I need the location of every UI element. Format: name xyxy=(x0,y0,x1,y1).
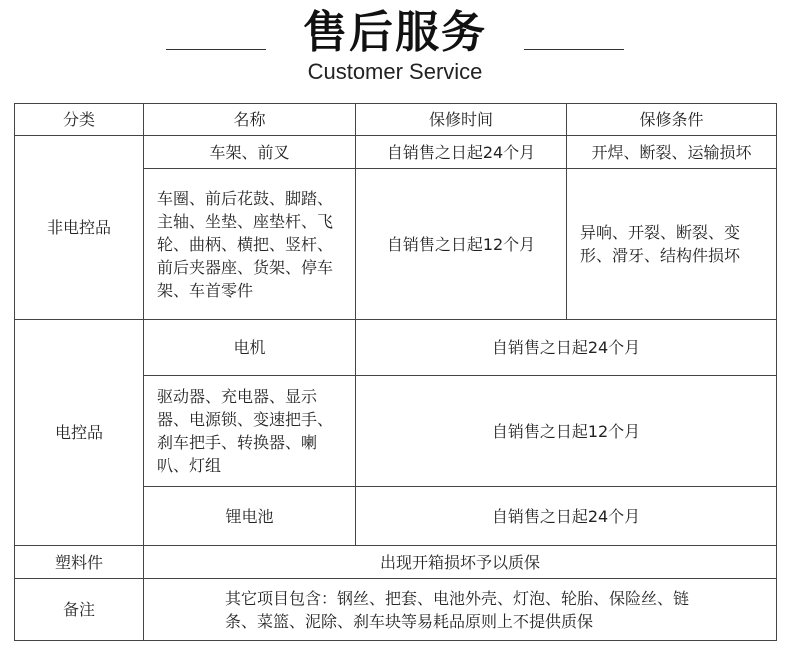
title-rule-right xyxy=(524,49,624,50)
item-period: 自销售之日起24个月 xyxy=(356,487,777,546)
table-row xyxy=(15,136,777,169)
header-name: 名称 xyxy=(144,104,356,136)
header-warranty-conditions: 保修条件 xyxy=(567,104,777,136)
page-title: 售后服务 xyxy=(303,7,487,58)
header-category: 分类 xyxy=(15,104,144,136)
category-plastic: 塑料件 xyxy=(15,546,144,579)
page-subtitle: Customer Service xyxy=(307,59,483,84)
warranty-table xyxy=(14,103,777,641)
category-non-electric: 非电控品 xyxy=(15,136,144,320)
item-name: 车架、前叉 xyxy=(144,136,356,169)
item-period: 自销售之日起24个月 xyxy=(356,136,567,169)
item-name: 驱动器、充电器、显示器、电源锁、变速把手、刹车把手、转换器、喇叭、灯组 xyxy=(144,376,356,487)
notes-cell xyxy=(144,579,777,641)
item-period: 自销售之日起12个月 xyxy=(356,169,567,320)
category-electric: 电控品 xyxy=(15,320,144,546)
item-conditions: 开焊、断裂、运输损坏 xyxy=(567,136,777,169)
table-header-row xyxy=(15,104,777,136)
table-row xyxy=(15,546,777,579)
table-row xyxy=(15,320,777,376)
plastic-warranty-text: 出现开箱损坏予以质保 xyxy=(144,546,777,579)
header-warranty-period: 保修时间 xyxy=(356,104,567,136)
page-header xyxy=(0,0,790,100)
item-conditions: 异响、开裂、断裂、变形、滑牙、结构件损坏 xyxy=(567,169,777,320)
item-period: 自销售之日起24个月 xyxy=(356,320,777,376)
item-period: 自销售之日起12个月 xyxy=(356,376,777,487)
item-name: 锂电池 xyxy=(144,487,356,546)
notes-text: 其它项目包含：钢丝、把套、电池外壳、灯泡、轮胎、保险丝、链条、菜篮、泥除、刹车块等易耗品原则上不提供质保 xyxy=(225,588,690,631)
category-notes: 备注 xyxy=(15,579,144,641)
item-name: 电机 xyxy=(144,320,356,376)
table-row xyxy=(15,579,777,641)
item-name: 车圈、前后花鼓、脚踏、主轴、坐垫、座垫杆、飞轮、曲柄、横把、竖杆、前后夹器座、货架、停车架、车首零件 xyxy=(144,169,356,320)
